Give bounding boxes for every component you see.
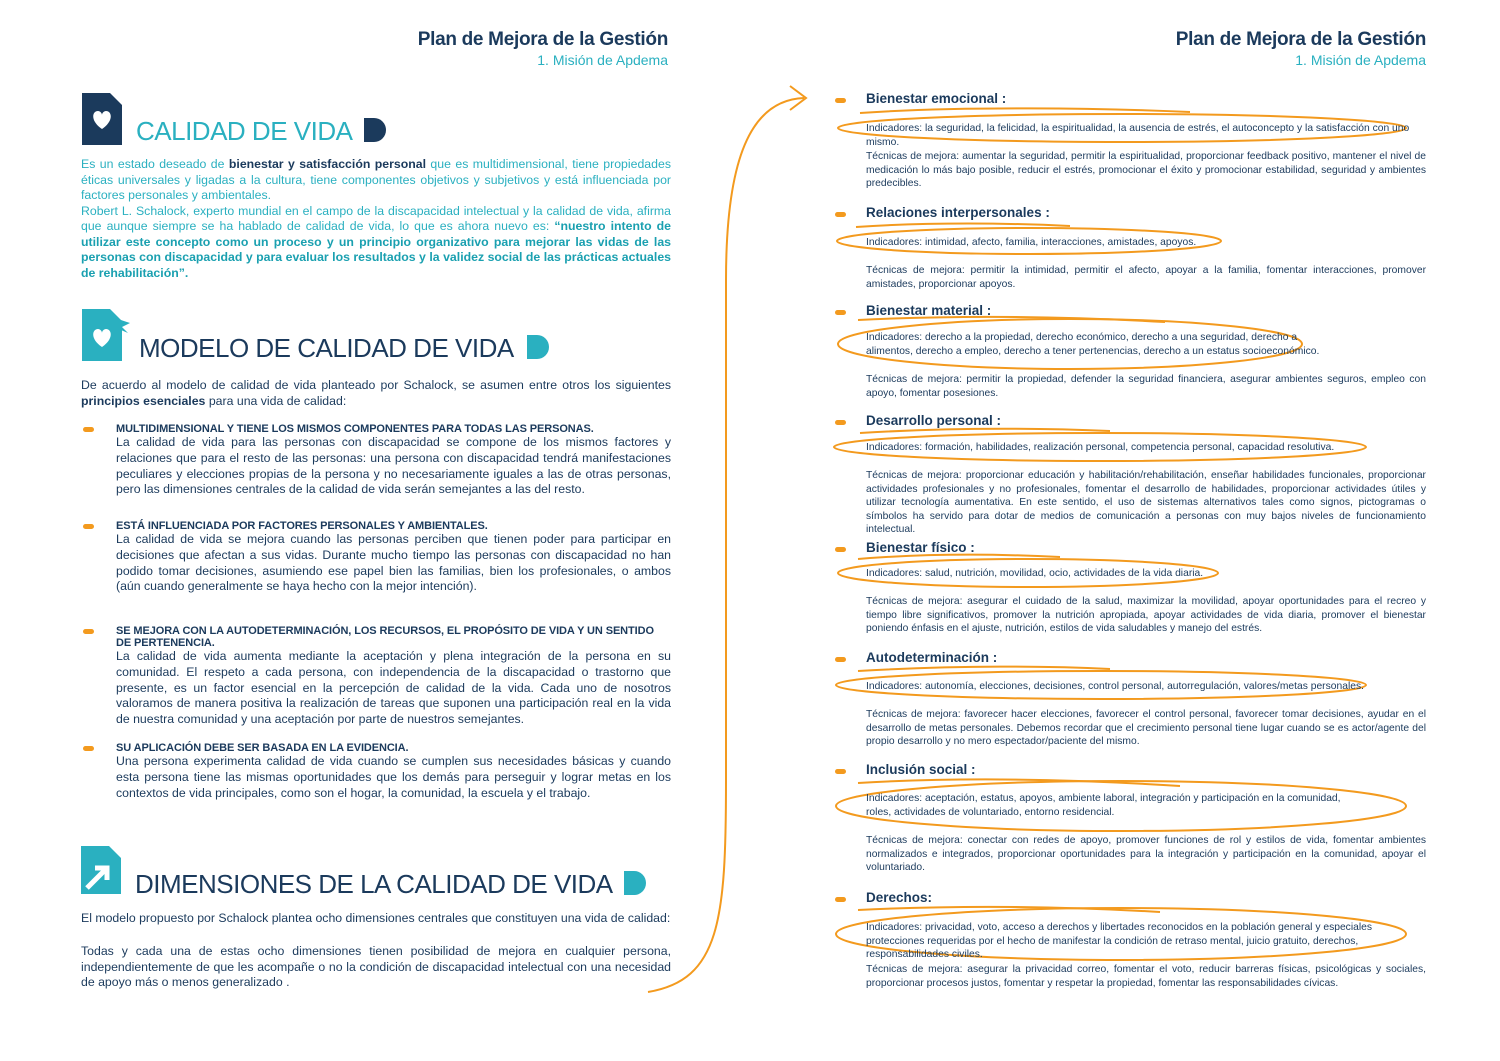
dimension-indicators: Indicadores: derecho a la propiedad, derecho económico, derecho a una seguridad, derecho a alimentos, derecho a empleo, derecho a tener pertenencias, derecho a un estatus socioeconómico. xyxy=(866,332,1320,357)
dimension-techniques: Técnicas de mejora: proporcionar educación y habilitación/rehabilitación, enseñar habilidades funcionales, proporcionar actividades profesionales y no profesionales, fomentar el desarrollo de habilidades, proporcionar actividades útiles y utilizar tecnología aumentativa. En este sentido, el uso de sistemas alternativos tales como signos, pictogramas o símbolos ha servido para dotar de medios de comunicación a personas con muy bajos niveles de funcionamiento intelectual. xyxy=(866,470,1426,535)
principle-title: SE MEJORA CON LA AUTODETERMINACIÓN, LOS RECURSOS, EL PROPÓSITO DE VIDA Y UN SENTIDO DE PERTENENCIA. xyxy=(116,625,654,649)
dimension-title: Relaciones interpersonales : xyxy=(866,205,1050,220)
dimension-techniques: Técnicas de mejora: conectar con redes de apoyo, promover funciones de rol y estilos de vida, fomentar ambientes normalizados e integrados, proporcionar oportunidades para la integración y participación en la comunidad, apoyar el voluntariado. xyxy=(866,835,1426,873)
dimension-techniques: Técnicas de mejora: permitir la intimidad, permitir el afecto, apoyar a la familia, fomentar interacciones, promover amistades, proporcionar apoyos. xyxy=(866,265,1426,290)
principle-body: La calidad de vida para las personas con discapacidad se compone de los mismos factores y relaciones que para el resto de las personas: una persona con discapacidad tendrá manifestaciones peculiares y elecciones propias de la persona y no necesariamente iguales a las de otras personas, pero las dimensiones centrales de la calidad de vida serán semejantes a las del resto. xyxy=(116,435,671,497)
principle-body: La calidad de vida aumenta mediante la aceptación y plena integración de la persona en su comunidad. El respeto a cada persona, con independencia de la discapacidad o trastorno que presente, es un factor esencial en la percepción de calidad de la vida. Cada uno de nosotros valoramos de manera positiva la realización de tareas que suponen una participación real en la vida de nuestra comunidad y una aceptación por parte de nuestros semejantes. xyxy=(116,649,671,727)
dimension-indicators: Indicadores: autonomía, elecciones, decisiones, control personal, autorregulación, valores/metas personales. xyxy=(866,681,1364,692)
bullet-icon xyxy=(835,420,846,425)
dimension-title: Inclusión social : xyxy=(866,762,976,777)
principle-title: ESTÁ INFLUENCIADA POR FACTORES PERSONALES Y AMBIENTALES. xyxy=(116,520,488,532)
bullet-icon xyxy=(835,547,846,552)
bullet-icon xyxy=(835,212,846,217)
bullet-icon xyxy=(835,769,846,774)
principle-title: MULTIDIMENSIONAL Y TIENE LOS MISMOS COMPONENTES PARA TODAS LAS PERSONAS. xyxy=(116,423,594,435)
dimension-techniques: Técnicas de mejora: favorecer hacer elecciones, favorecer el control personal, favorecer tomar decisiones, ayudar en el desarrollo de metas personales. Debemos recordar que el crecimiento personal tiene lugar cuando se es actor/agente del propio desarrollo y no mero espectador/paciente del mismo. xyxy=(866,709,1426,747)
principle-title: SU APLICACIÓN DEBE SER BASADA EN LA EVIDENCIA. xyxy=(116,742,409,754)
dimension-techniques: Técnicas de mejora: asegurar el cuidado de la salud, maximizar la movilidad, apoyar oportunidades para el recreo y tiempo libre significativos, promover la nutrición apropiada, apoyar actividades de vida diaria, promover el bienestar poniendo énfasis en el ajuste, nutrición, estilos de vida saludables y manejo del estrés. xyxy=(866,596,1426,634)
left-header-subtitle: 1. Misión de Apdema xyxy=(537,52,668,68)
right-header-subtitle: 1. Misión de Apdema xyxy=(1295,52,1426,68)
bullet-icon xyxy=(835,310,846,315)
dimension-indicators: Indicadores: salud, nutrición, movilidad, ocio, actividades de la vida diaria. xyxy=(866,568,1204,579)
dimension-title: Bienestar emocional : xyxy=(866,91,1007,106)
dimension-title: Autodeterminación : xyxy=(866,650,998,665)
calidad-title: CALIDAD DE VIDA xyxy=(136,116,352,146)
dimensiones-title: DIMENSIONES DE LA CALIDAD DE VIDA xyxy=(135,869,612,899)
modelo-intro: De acuerdo al modelo de calidad de vida planteado por Schalock, se asumen entre otros los siguientes principios esenciales para una vida de calidad: xyxy=(81,378,671,408)
dimension-title: Desarrollo personal : xyxy=(866,413,1002,428)
bullet-icon xyxy=(835,897,846,902)
dimension-title: Bienestar material : xyxy=(866,303,992,318)
calidad-paragraph-2: Robert L. Schalock, experto mundial en el campo de la discapacidad intelectual y la calidad de vida, afirma que aunque siempre se ha hablado de calidad de vida, lo que es ahora nuevo es: “nuestro intento de utilizar este concepto como un proceso y un principio organizativo para mejorar las vidas de las personas con discapacidad y para evaluar los resultados y la validez social de las prácticas actuales de rehabilitación”. xyxy=(81,203,671,280)
dimensiones-paragraph-2: Todas y cada una de estas ocho dimensiones tienen posibilidad de mejora en cualquier persona, independientemente de que les acompañe o no la condición de discapacidad intelectual con una necesidad de apoyo más o menos generalizado . xyxy=(81,944,671,989)
principle-body: Una persona experimenta calidad de vida cuando se cumplen sus necesidades básicas y cuando esta persona tiene las mismas oportunidades que los demás para perseguir y lograr metas en los contextos de vida principales, como son el hogar, la comunidad, la escuela y el trabajo. xyxy=(116,754,671,800)
modelo-title: MODELO DE CALIDAD DE VIDA xyxy=(139,333,513,363)
dimensiones-paragraph-1: El modelo propuesto por Schalock plantea ocho dimensiones centrales que constituyen una vida de calidad: xyxy=(81,911,671,925)
dimension-title: Bienestar físico : xyxy=(866,540,975,555)
dimension-indicators: Indicadores: privacidad, voto, acceso a derechos y libertades reconocidos en la población general y especiales protecciones requeridas por el hecho de manifestar la condición de retraso mental, juicio gratuito, derechos, responsabilidades civiles. xyxy=(866,922,1372,960)
principle-body: La calidad de vida se mejora cuando las personas perciben que tienen poder para participar en decisiones que afectan a sus vidas. Durante mucho tiempo las personas con discapacidad no han podido tomar decisiones, asumiendo ese papel bien las familias, bien los profesionales, o ambos (aún cuando generalmente se haya hecho con la mejor intención). xyxy=(116,532,671,594)
calidad-paragraph-1: Es un estado deseado de bienestar y satisfacción personal que es multidimensional, tiene propiedades éticas universales y ligadas a la cultura, tiene componentes objetivos y subjetivos y está influenciada por factores personales y ambientales. xyxy=(81,157,671,202)
bullet-icon xyxy=(835,657,846,662)
right-header-title: Plan de Mejora de la Gestión xyxy=(1175,29,1426,50)
dimension-indicators: Indicadores: formación, habilidades, realización personal, competencia personal, capacidad resolutiva. xyxy=(866,442,1335,453)
bullet-icon xyxy=(835,98,846,103)
dimension-techniques: Técnicas de mejora: aumentar la seguridad, permitir la espiritualidad, proporcionar feedback positivo, mantener el nivel de medicación lo más bajo posible, reducir el estrés, promocionar el éxito y promocionar estabilidad, seguridad y ambientes predecibles. xyxy=(866,151,1426,189)
dimension-techniques: Técnicas de mejora: permitir la propiedad, defender la seguridad financiera, asegurar ambientes seguros, empleo con apoyo, fomentar posesiones. xyxy=(866,374,1426,399)
dimension-indicators: Indicadores: la seguridad, la felicidad, la espiritualidad, la ausencia de estrés, el autoconcepto y la satisfacción con uno mismo. xyxy=(866,123,1410,148)
dimension-indicators: Indicadores: aceptación, estatus, apoyos, ambiente laboral, integración y participación en la comunidad, roles, actividades de voluntariado, entorno residencial. xyxy=(866,793,1341,818)
dimension-indicators: Indicadores: intimidad, afecto, familia, interacciones, amistades, apoyos. xyxy=(866,237,1197,248)
left-header-title: Plan de Mejora de la Gestión xyxy=(417,29,668,50)
dimension-title: Derechos: xyxy=(866,890,933,905)
dimension-techniques: Técnicas de mejora: asegurar la privacidad correo, fomentar el voto, reducir barreras físicas, psicológicas y sociales, proporcionar procesos justos, fomentar y respetar la propiedad, fomentar las responsabilidades cívicas. xyxy=(866,964,1426,989)
